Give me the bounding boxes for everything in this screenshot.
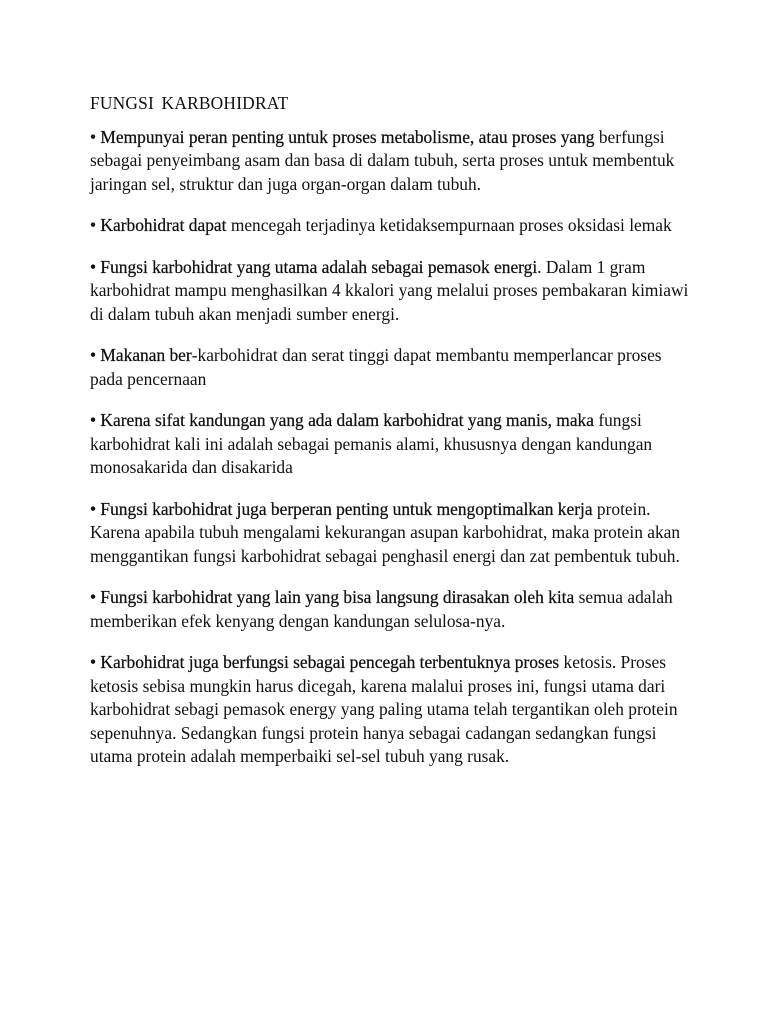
paragraph-lead: • Karbohidrat dapat — [90, 215, 227, 235]
paragraph-1 — [90, 126, 690, 197]
document-page — [90, 92, 690, 787]
document-title: FUNGSI KARBOHIDRAT — [90, 93, 289, 113]
paragraph-text: protein. Karena apabila tubuh mengalami kekurangan asupan karbohidrat, maka protein akan menggantikan fungsi karbohidrat sebagai penghasil energi dan zat pembentuk tubuh. — [90, 498, 681, 566]
paragraph-text: -karbohidrat dan serat tinggi dapat membantu memperlancar proses pada pencernaan — [90, 345, 662, 389]
paragraph-5 — [90, 409, 690, 480]
paragraph-text: ketosis. Proses ketosis sebisa mungkin harus dicegah, karena malalui proses ini, fungsi utama dari karbohidrat sebagi pemasok energy yang paling utama telah tergantikan oleh protein sepenuhnya. Sedangkan fungsi protein hanya sebagai cadangan sedangkan fungsi utama protein adalah memperbaiki sel-sel tubuh yang rusak. — [90, 652, 678, 766]
paragraph-text: berfungsi sebagai penyeimbang asam dan basa di dalam tubuh, serta proses untuk membentuk jaringan sel, struktur dan juga organ-organ dalam tubuh. — [90, 126, 675, 194]
paragraph-lead: • Mempunyai peran penting untuk proses metabolisme, atau proses yang — [90, 126, 595, 147]
paragraph-2 — [90, 214, 690, 238]
paragraph-6 — [90, 498, 690, 569]
paragraph-lead: • Fungsi karbohidrat juga berperan penting untuk mengoptimalkan kerja — [90, 498, 593, 519]
paragraph-text: . Dalam 1 gram karbohidrat mampu menghasilkan 4 kkalori yang melalui proses pembakaran kimiawi di dalam tubuh akan menjadi sumber energi. — [90, 256, 689, 324]
paragraph-7 — [90, 586, 690, 633]
paragraph-text: semua adalah memberikan efek kenyang dengan kandungan selulosa-nya. — [90, 587, 673, 631]
paragraph-lead: • Karena sifat kandungan yang ada dalam karbohidrat yang manis, maka — [90, 410, 594, 430]
paragraph-4 — [90, 344, 690, 391]
paragraph-lead: • Makanan ber — [90, 345, 192, 365]
paragraph-3 — [90, 256, 690, 327]
paragraph-lead: • Karbohidrat juga berfungsi sebagai pencegah terbentuknya proses — [90, 652, 560, 672]
paragraph-text: mencegah terjadinya ketidaksempurnaan proses oksidasi lemak — [226, 215, 672, 235]
paragraph-lead: • Fungsi karbohidrat yang utama adalah sebagai pemasok energi — [90, 256, 538, 277]
paragraph-lead: • Fungsi karbohidrat yang lain yang bisa langsung dirasakan oleh kita — [90, 587, 575, 607]
paragraph-text: fungsi karbohidrat kali ini adalah sebagai pemanis alami, khususnya dengan kandungan monosakarida dan disakarida — [90, 410, 653, 477]
paragraph-8 — [90, 651, 690, 769]
